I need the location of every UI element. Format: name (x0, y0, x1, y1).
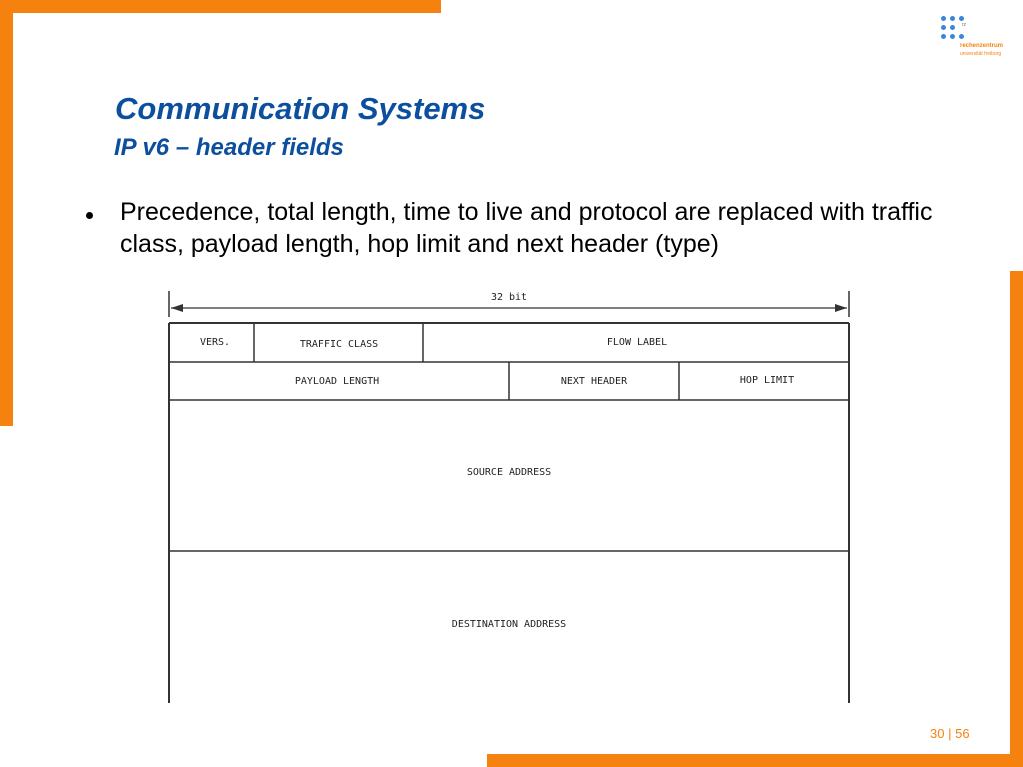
width-label: 32 bit (490, 292, 528, 303)
accent-bar-right (1010, 271, 1023, 767)
logo-university: universität freiburg (960, 51, 1002, 57)
field-payload-length: PAYLOAD LENGTH (294, 376, 380, 387)
ipv6-header-diagram (167, 289, 851, 703)
slide-subtitle: IP v6 – header fields (114, 134, 344, 161)
bullet-icon (86, 212, 93, 219)
field-hop-limit: HOP LIMIT (739, 375, 795, 386)
accent-bar-bottom (487, 754, 1023, 767)
logo-rz: rz (962, 22, 967, 28)
field-source-address: SOURCE ADDRESS (466, 467, 552, 478)
field-flow-label: FLOW LABEL (606, 337, 668, 348)
field-destination-address: DESTINATION ADDRESS (451, 619, 567, 630)
bullet-text: Precedence, total length, time to live and protocol are replaced with traffic class, payload length, hop limit and next header (type) (120, 198, 933, 258)
slide-title: Communication Systems (115, 91, 486, 126)
logo-name: rechenzentrum (960, 43, 1004, 49)
rz-logo (938, 14, 1018, 64)
page-total: 56 (955, 726, 970, 741)
page-current: 30 (930, 726, 945, 741)
accent-bar-left (0, 0, 13, 426)
accent-bar-top (0, 0, 441, 13)
field-version: VERS. (199, 337, 231, 348)
field-traffic-class: TRAFFIC CLASS (299, 339, 379, 350)
page-number (930, 726, 970, 741)
page-separator: | (948, 726, 952, 741)
field-next-header: NEXT HEADER (560, 376, 628, 387)
